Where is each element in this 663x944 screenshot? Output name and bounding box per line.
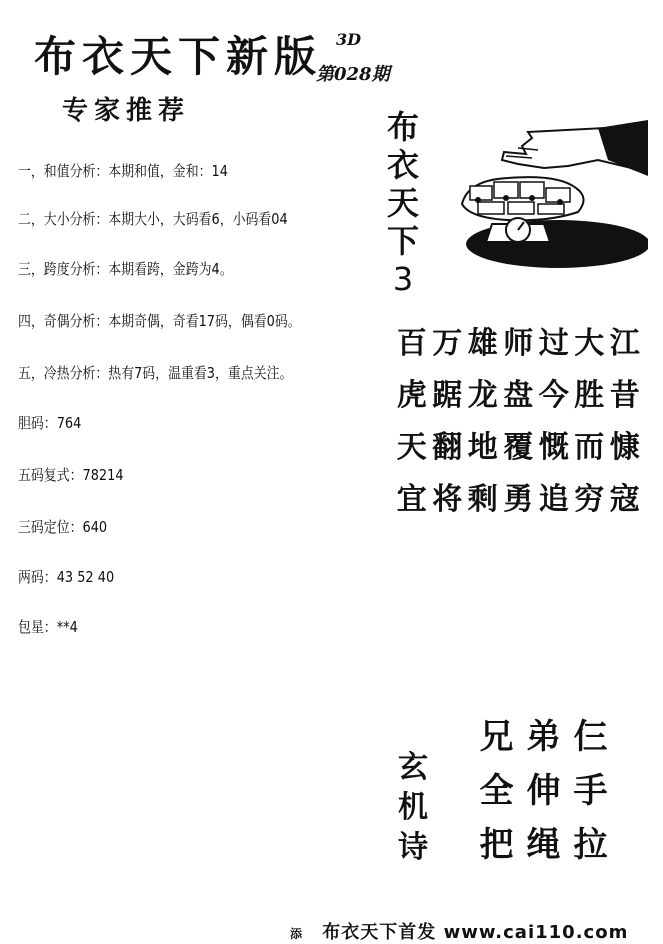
poem-char: 将 <box>432 482 463 517</box>
poem-char: 翻 <box>432 430 463 465</box>
poem-char: 地 <box>467 430 498 465</box>
hint-char: 全 <box>479 771 514 811</box>
poem-char: 天 <box>396 430 427 465</box>
poem-char: 过 <box>538 326 569 361</box>
poem-char: 追 <box>538 482 569 517</box>
poem-char: 虎 <box>396 378 427 413</box>
poem-char: 龙 <box>467 378 498 413</box>
poem-char: 万 <box>432 326 463 361</box>
wuma-fushi-line: 五码复式：78214 <box>18 466 124 484</box>
lottery-name: 3D <box>336 30 362 49</box>
poem-char: 昔 <box>609 378 640 413</box>
poem-char: 慷 <box>609 430 640 465</box>
section-subtitle: 专家推荐 <box>62 96 191 126</box>
vertical-title-char: 布 <box>386 108 419 146</box>
hint-char: 伸 <box>526 771 561 811</box>
poem-char: 慨 <box>538 430 569 465</box>
analysis-line: 五，冷热分析：热有7码，温重看3，重点关注。 <box>18 364 293 382</box>
page-title: 布衣天下新版 <box>34 32 323 81</box>
sanma-dingwei-line: 三码定位：640 <box>18 518 108 536</box>
hint-char: 手 <box>573 771 608 811</box>
poem-char: 而 <box>574 430 605 465</box>
poem-char: 百 <box>396 326 427 361</box>
footer-text: 布衣天下首发 www.cai110.com <box>322 922 629 943</box>
footer-tag: 添 <box>290 927 304 941</box>
vertical-title-char: 天 <box>386 184 419 222</box>
poem-char: 宜 <box>396 482 427 517</box>
poem-char: 覆 <box>503 430 534 465</box>
hint-char: 绳 <box>526 825 561 865</box>
analysis-line: 一，和值分析：本期和值，金和：14 <box>18 162 228 180</box>
hint-char: 把 <box>479 825 514 865</box>
hint-poem-grid <box>473 710 614 872</box>
poem-char: 江 <box>609 326 640 361</box>
poem-char: 勇 <box>503 482 534 517</box>
hint-char: 兄 <box>479 717 514 757</box>
vertical-title-char: 下 <box>386 222 419 260</box>
poem-char: 师 <box>503 326 534 361</box>
hint-char: 弟 <box>526 717 561 757</box>
car-pile-icon <box>462 177 584 220</box>
poem-char: 今 <box>538 378 569 413</box>
vertical-title <box>383 108 423 298</box>
poem-char: 雄 <box>467 326 498 361</box>
poem-char: 寇 <box>609 482 640 517</box>
illustration <box>448 112 648 272</box>
poem-char: 剩 <box>467 482 498 517</box>
liangma-line: 两码：43 52 40 <box>18 568 115 586</box>
issue-number: 第028期 <box>316 64 390 85</box>
poem-grid <box>394 318 643 526</box>
poem-char: 大 <box>574 326 605 361</box>
xuanji-char: 机 <box>398 790 428 825</box>
footer <box>290 918 628 944</box>
analysis-line: 三，跨度分析：本期看跨，金跨为4。 <box>18 260 233 278</box>
baoxing-line: 包星：**4 <box>18 618 78 636</box>
hint-char: 仨 <box>573 717 608 757</box>
dan-ma-line: 胆码：764 <box>18 414 82 432</box>
poem-char: 盘 <box>503 378 534 413</box>
vertical-title-char: 3 <box>392 260 414 298</box>
vertical-title-char: 衣 <box>386 146 419 184</box>
analysis-line: 四，奇偶分析：本期奇偶，奇看17码，偶看0码。 <box>18 312 301 330</box>
analysis-line: 二，大小分析：本期大小，大码看6，小码看04 <box>18 210 288 228</box>
hint-char: 拉 <box>573 825 608 865</box>
poem-char: 踞 <box>432 378 463 413</box>
xuanji-label <box>395 748 431 868</box>
poem-char: 穷 <box>574 482 605 517</box>
hand-icon <box>502 120 648 176</box>
poem-char: 胜 <box>574 378 605 413</box>
xuanji-char: 诗 <box>398 830 428 865</box>
xuanji-char: 玄 <box>398 750 428 785</box>
